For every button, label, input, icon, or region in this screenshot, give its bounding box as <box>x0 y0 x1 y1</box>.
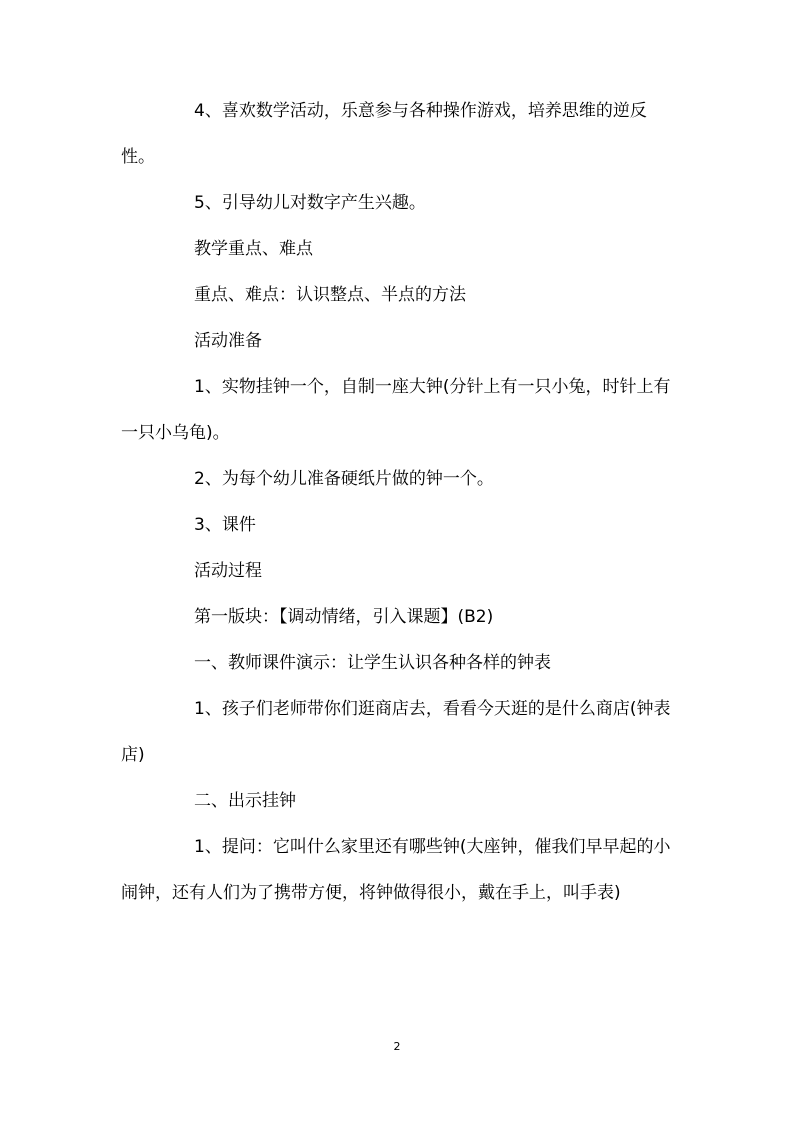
paragraph-step-1-1: 1、孩子们老师带你们逛商店去，看看今天逛的是什么商店(钟表店) <box>121 699 671 765</box>
heading-process: 活动过程 <box>194 561 262 581</box>
paragraph-preparation-2: 2、为每个幼儿准备硬纸片做的钟一个。 <box>194 469 494 489</box>
paragraph-step-2-1: 1、提问：它叫什么家里还有哪些钟(大座钟，催我们早早起的小闹钟，还有人们为了携带方便，将钟做得很小，戴在手上，叫手表) <box>121 837 671 903</box>
paragraph-step-2: 二、出示挂钟 <box>194 791 296 811</box>
heading-preparation: 活动准备 <box>194 331 262 351</box>
heading-key-points: 教学重点、难点 <box>194 239 313 259</box>
paragraph-key-points: 重点、难点：认识整点、半点的方法 <box>194 285 466 305</box>
paragraph-section-1: 第一版块：【调动情绪，引入课题】(B2) <box>194 607 494 627</box>
paragraph-step-1: 一、教师课件演示：让学生认识各种各样的钟表 <box>194 653 551 673</box>
paragraph-objective-4: 4、喜欢数学活动，乐意参与各种操作游戏，培养思维的逆反性。 <box>121 101 647 167</box>
paragraph-preparation-1: 1、实物挂钟一个，自制一座大钟(分针上有一只小兔，时针上有一只小乌龟)。 <box>121 377 671 443</box>
paragraph-preparation-3: 3、课件 <box>194 515 256 535</box>
paragraph-objective-5: 5、引导幼儿对数字产生兴趣。 <box>194 193 426 213</box>
document-body <box>121 88 677 916</box>
page-number: 2 <box>393 1040 401 1053</box>
